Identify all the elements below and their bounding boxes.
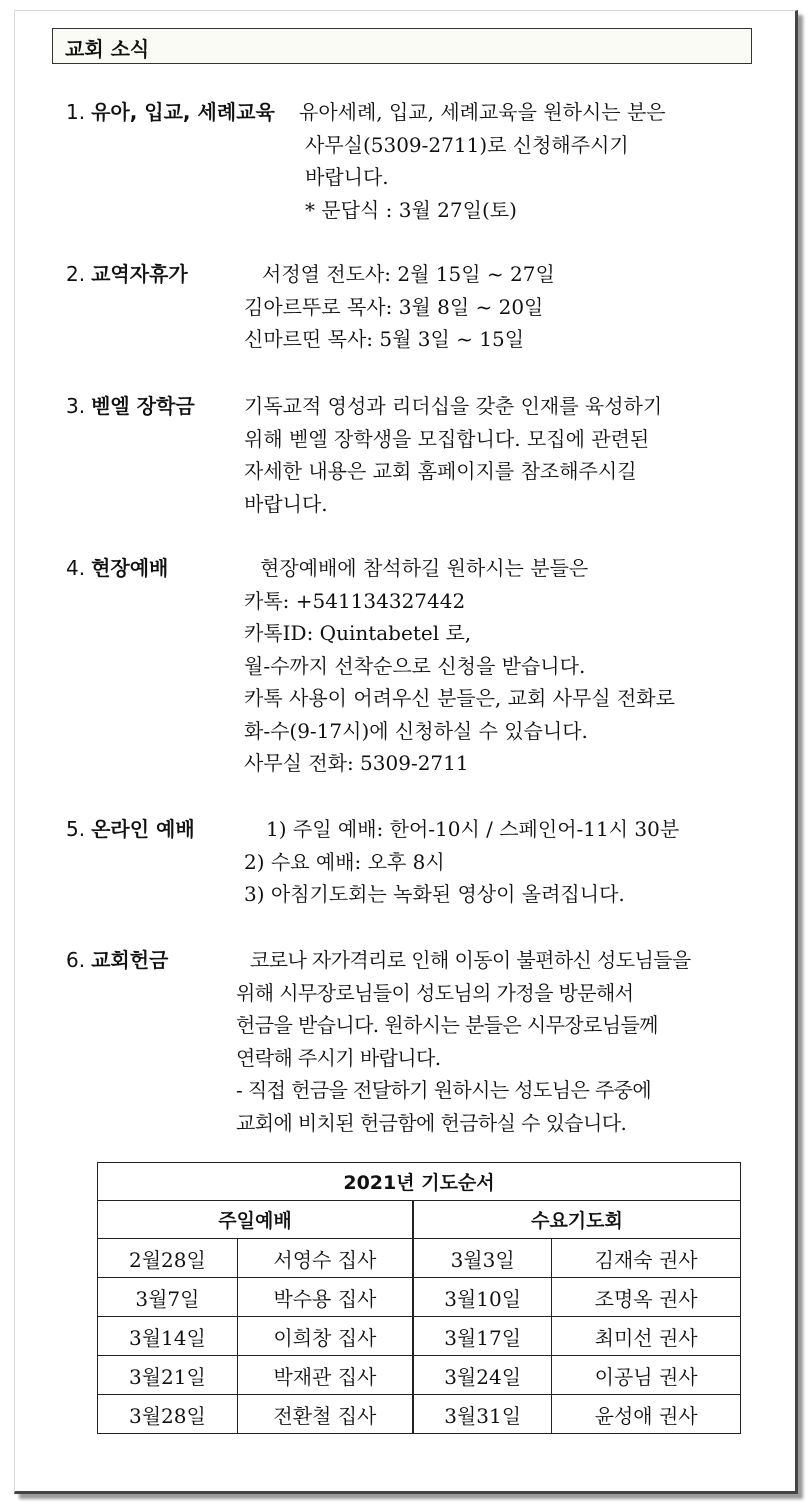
section-title: 교회 소식 <box>65 37 150 61</box>
wednesday-name-cell: 김재숙 권사 <box>552 1239 741 1278</box>
item-number: 1. <box>66 100 86 124</box>
item-line: 헌금을 받습니다. 원하시는 분들은 시무장로님들께 <box>236 1013 658 1037</box>
item-line: 1) 주일 예배: 한어-10시 / 스페인어-11시 30분 <box>266 817 680 841</box>
item-line: 바랍니다. <box>305 165 389 189</box>
item-title: 교회헌금 <box>91 948 169 972</box>
item-number: 4. <box>66 556 86 580</box>
sunday-date-cell: 3월14일 <box>98 1317 238 1356</box>
sunday-date-cell: 3월21일 <box>98 1356 238 1395</box>
table-row <box>98 1317 741 1356</box>
sunday-date-cell: 3월7일 <box>98 1278 238 1317</box>
item-line: 2) 수요 예배: 오후 8시 <box>244 849 445 874</box>
item-line: 유아세례, 입교, 세례교육을 원하시는 분은 <box>299 100 666 124</box>
item-line: 신마르띤 목사: 5월 3일 ~ 15일 <box>244 327 525 351</box>
sunday-name-cell: 서영수 집사 <box>237 1239 413 1278</box>
item-line: 사무실(5309-2711)로 신청해주시기 <box>305 132 629 157</box>
item-title: 유아, 입교, 세례교육 <box>91 100 275 124</box>
item-line: 위해 벧엘 장학생을 모집합니다. 모집에 관련된 <box>244 426 650 451</box>
item-line: 사무실 전화: 5309-2711 <box>244 751 469 775</box>
item-number: 5. <box>66 817 86 841</box>
table-row <box>98 1239 741 1278</box>
sunday-name-cell: 박수용 집사 <box>237 1278 413 1317</box>
wednesday-name-cell: 최미선 권사 <box>552 1317 741 1356</box>
item-line: 바랍니다. <box>244 491 328 516</box>
prayer-schedule-table <box>97 1162 741 1434</box>
item-body <box>236 944 691 1139</box>
item-body <box>244 390 662 520</box>
item-line: 교회에 비치된 헌금함에 헌금하실 수 있습니다. <box>236 1110 627 1135</box>
item-title: 온라인 예배 <box>91 817 195 841</box>
item-line: 코로나 자가격리로 인해 이동이 불편하신 성도님들을 <box>250 948 691 972</box>
item-line: 카톡ID: Quintabetel 로, <box>244 621 472 645</box>
wednesday-date-cell: 3월24일 <box>413 1356 552 1395</box>
sunday-name-cell: 박재관 집사 <box>237 1356 413 1395</box>
item-line: 기독교적 영성과 리더십을 갖춘 인재를 육성하기 <box>244 394 663 418</box>
wednesday-prayer-header: 수요기도회 <box>413 1201 741 1239</box>
item-line: 김아르뚜로 목사: 3월 8일 ~ 20일 <box>244 294 544 319</box>
item-title: 현장예배 <box>91 556 169 580</box>
item-line: 카톡: +541134327442 <box>244 588 466 613</box>
wednesday-date-cell: 3월17일 <box>413 1317 552 1356</box>
item-title: 벧엘 장학금 <box>91 394 195 418</box>
wednesday-name-cell: 윤성애 권사 <box>552 1395 741 1434</box>
wednesday-name-cell: 조명옥 권사 <box>552 1278 741 1317</box>
table-row <box>98 1395 741 1434</box>
item-body <box>244 258 555 356</box>
item-line: 서정열 전도사: 2월 15일 ~ 27일 <box>262 262 555 286</box>
item-title: 교역자휴가 <box>91 262 188 286</box>
sunday-service-header: 주일예배 <box>98 1201 413 1239</box>
item-body <box>244 813 679 911</box>
item-body <box>244 552 675 780</box>
wednesday-date-cell: 3월10일 <box>413 1278 552 1317</box>
item-number: 3. <box>66 394 86 418</box>
sunday-date-cell: 3월28일 <box>98 1395 238 1434</box>
table-row <box>98 1356 741 1395</box>
sunday-name-cell: 이희창 집사 <box>237 1317 413 1356</box>
item-line: * 문답식 : 3월 27일(토) <box>305 197 517 222</box>
section-header <box>52 28 752 64</box>
wednesday-date-cell: 3월31일 <box>413 1395 552 1434</box>
item-line: 카톡 사용이 어려우신 분들은, 교회 사무실 전화로 <box>244 686 675 710</box>
table-title: 2021년 기도순서 <box>98 1163 741 1201</box>
item-line: 자세한 내용은 교회 홈페이지를 참조해주시길 <box>244 459 637 483</box>
item-line: 3) 아침기도회는 녹화된 영상이 올려집니다. <box>244 882 625 906</box>
sunday-date-cell: 2월28일 <box>98 1239 238 1278</box>
sunday-name-cell: 전환철 집사 <box>237 1395 413 1434</box>
item-line: 월-수까지 선착순으로 신청을 받습니다. <box>244 653 586 678</box>
wednesday-date-cell: 3월3일 <box>413 1239 552 1278</box>
item-number: 6. <box>66 948 86 972</box>
item-line: 현장예배에 참석하길 원하시는 분들은 <box>260 556 589 580</box>
item-line: 화-수(9-17시)에 신청하실 수 있습니다. <box>244 718 588 743</box>
item-line: 위해 시무장로님들이 성도님의 가정을 방문해서 <box>236 980 634 1005</box>
item-line: 연락해 주시기 바랍니다. <box>236 1045 441 1070</box>
item-line: - 직접 헌금을 전달하기 원하시는 성도님은 주중에 <box>236 1078 652 1102</box>
wednesday-name-cell: 이공님 권사 <box>552 1356 741 1395</box>
item-body <box>299 96 666 226</box>
item-number: 2. <box>66 262 86 286</box>
table-row <box>98 1278 741 1317</box>
